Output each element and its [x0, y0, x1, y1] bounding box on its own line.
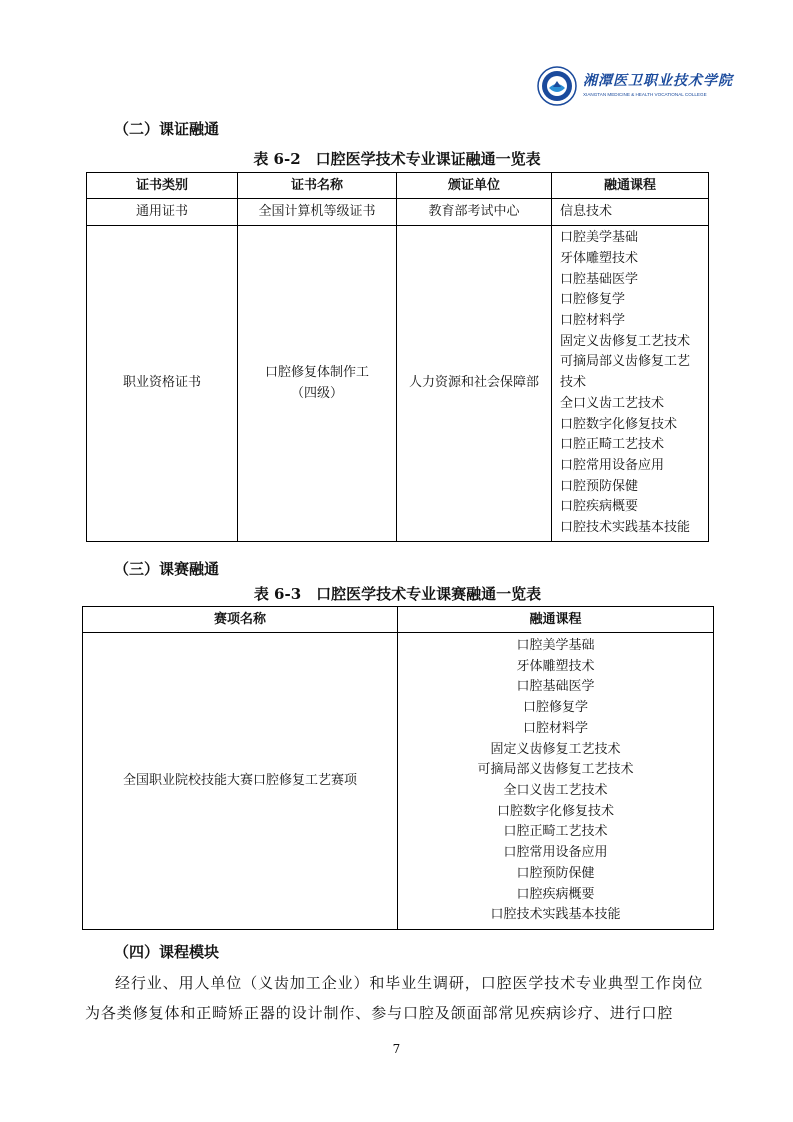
column-header: 赛项名称	[83, 607, 398, 633]
list-item: 口腔数字化修复技术	[496, 803, 614, 819]
cert-name-line: 口腔修复体制作工	[264, 364, 369, 380]
list-item: 口腔美学基础	[516, 638, 595, 654]
list-item: 牙体雕塑技术	[516, 658, 595, 674]
course-competition-table	[82, 606, 714, 930]
list-item: 口腔正畸工艺技术	[560, 437, 665, 453]
list-item: 口腔疾病概要	[560, 499, 639, 515]
list-item: 口腔修复学	[560, 292, 626, 308]
list-item: 口腔材料学	[560, 313, 626, 329]
section-heading-course-cert: （二）课证融通	[114, 120, 220, 138]
table-header-row	[87, 173, 709, 199]
list-item: 口腔常用设备应用	[503, 845, 608, 861]
column-header: 融通课程	[552, 173, 709, 199]
table-caption-6-3: 表 6-3 口腔医学技术专业课赛融通一览表	[253, 585, 542, 603]
list-item: 口腔修复学	[522, 700, 588, 716]
course-list-cell	[398, 633, 714, 930]
cert-level-line: （四级）	[290, 385, 343, 401]
list-item: 口腔技术实践基本技能	[560, 520, 691, 536]
column-header: 证书名称	[238, 173, 397, 199]
course-cell: 信息技术	[552, 199, 709, 226]
list-item: 口腔基础医学	[560, 271, 639, 287]
logo-chinese-name: 湘潭医卫职业技术学院	[583, 73, 733, 89]
college-logo	[537, 64, 733, 110]
event-name-cell: 全国职业院校技能大赛口腔修复工艺赛项	[83, 633, 398, 930]
cert-category-cell: 职业资格证书	[87, 226, 238, 542]
column-header: 证书类别	[87, 173, 238, 199]
cert-category-cell: 通用证书	[87, 199, 238, 226]
paragraph-text: 经行业、用人单位（义齿加工企业）和毕业生调研，口腔医学技术专业典型工作岗位为各类修复体和正畸矫正器的设计制作、参与口腔及颌面部常见疾病诊疗、进行口腔	[85, 974, 704, 1022]
section-heading-course-modules: （四）课程模块	[114, 943, 220, 961]
table-row	[83, 633, 714, 930]
column-header: 融通课程	[398, 607, 714, 633]
list-item: 口腔预防保健	[516, 865, 595, 881]
list-item: 固定义齿修复工艺技术	[560, 333, 691, 349]
list-item: 口腔常用设备应用	[560, 457, 665, 473]
list-item: 可摘局部义齿修复工艺	[560, 354, 691, 370]
list-item: 口腔预防保健	[560, 478, 639, 494]
cert-issuer-cell: 人力资源和社会保障部	[397, 226, 552, 542]
page-number: 7	[392, 1042, 401, 1056]
cert-name-cell: 全国计算机等级证书	[238, 199, 397, 226]
cert-name-cell	[238, 226, 397, 542]
course-cert-table	[86, 172, 709, 542]
section-heading-course-competition: （三）课赛融通	[114, 560, 220, 578]
list-item: 口腔数字化修复技术	[560, 416, 678, 432]
table-row	[87, 199, 709, 226]
list-item: 可摘局部义齿修复工艺技术	[477, 762, 634, 778]
column-header: 颁证单位	[397, 173, 552, 199]
list-item: 口腔正畸工艺技术	[503, 824, 608, 840]
course-list-cell	[552, 226, 709, 542]
list-item: 技术	[560, 375, 587, 391]
body-paragraph	[85, 968, 710, 1028]
table-caption-6-2: 表 6-2 口腔医学技术专业课证融通一览表	[253, 150, 541, 168]
logo-english-name: XIANGTAN MEDICINE & HEALTH VOCATIONAL COLLEGE	[583, 92, 707, 97]
cert-issuer-cell: 教育部考试中心	[397, 199, 552, 226]
list-item: 固定义齿修复工艺技术	[490, 741, 621, 757]
list-item: 口腔疾病概要	[516, 886, 595, 902]
list-item: 全口义齿工艺技术	[503, 783, 608, 798]
table-row	[87, 226, 709, 542]
table-header-row	[83, 607, 714, 633]
college-emblem-icon	[537, 66, 577, 106]
list-item: 口腔材料学	[522, 720, 588, 736]
list-item: 口腔技术实践基本技能	[490, 907, 621, 923]
list-item: 全口义齿工艺技术	[560, 395, 665, 411]
list-item: 口腔基础医学	[516, 679, 595, 695]
list-item: 牙体雕塑技术	[560, 250, 639, 266]
list-item: 口腔美学基础	[560, 230, 639, 246]
